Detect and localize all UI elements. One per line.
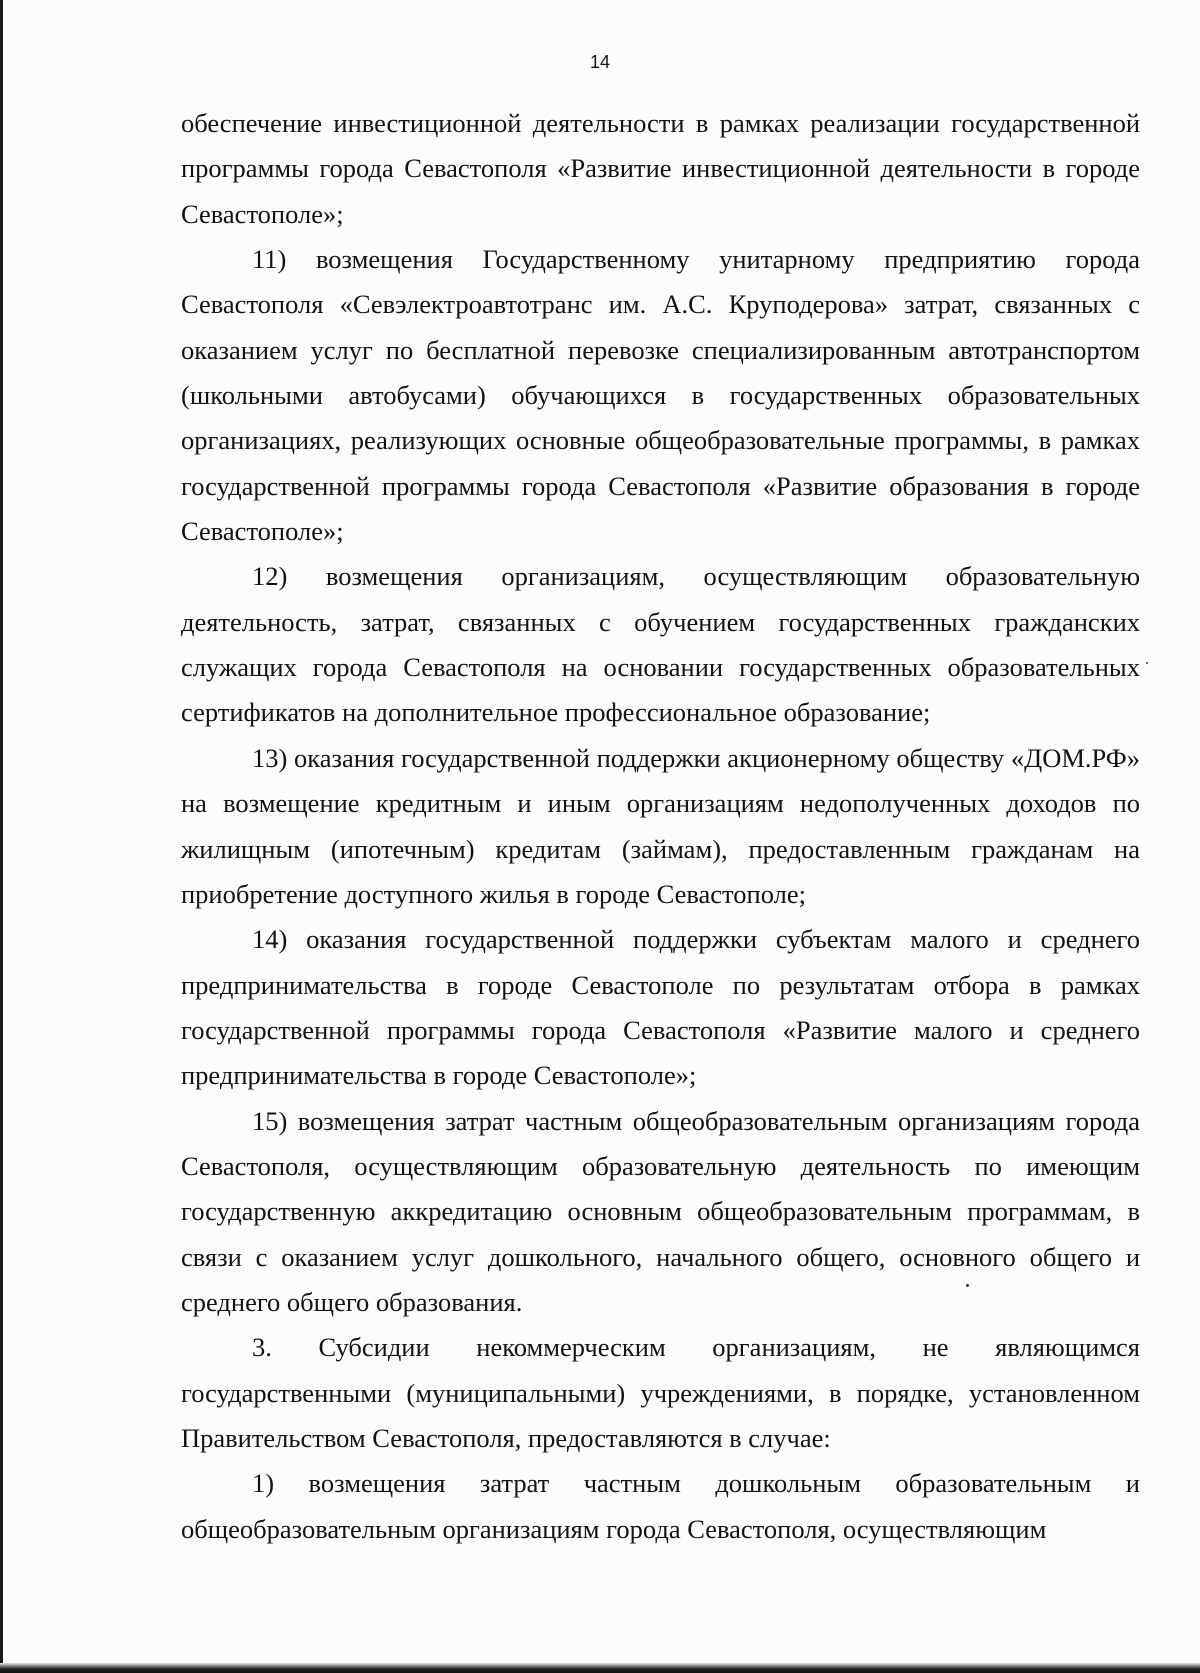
scan-bottom-edge: [0, 1663, 1200, 1673]
paragraph-item-11: 11) возмещения Государственному унитарному предприятию города Севастополя «Севэлектроавтотранс им. А.С. Круподерова» затрат, связанных с оказанием услуг по бесплатной перевозке специализированным автотранспортом (школьными автобусами) обучающихся в государственных образовательных организациях, реализующих основные общеобразовательные программы, в рамках государственной программы города Севастополя «Развитие образования в городе Севастополе»;: [181, 244, 1140, 547]
scan-speck: [966, 1284, 969, 1287]
paragraph-item-12: 12) возмещения организациям, осуществляющим образовательную деятельность, затрат, связанных с обучением государственных гражданских служащих города Севастополя на основании государственных образовательных сертификатов на дополнительное профессиональное образование;: [181, 561, 1140, 728]
paragraph-section-3: 3. Субсидии некоммерческим организациям, не являющимся государственными (муниципальными) учреждениями, в порядке, установленном Правительством Севастополя, предоставляются в случае:: [181, 1332, 1140, 1453]
paragraph-section-3-item-1: 1) возмещения затрат частным дошкольным образовательным и общеобразовательным организациям города Севастополя, осуществляющим: [181, 1468, 1140, 1544]
paragraph-item-14: 14) оказания государственной поддержки субъектам малого и среднего предпринимательства в городе Севастополе по результатам отбора в рамках государственной программы города Севастополя «Развитие малого и среднего предпринимательства в городе Севастополе»;: [181, 924, 1140, 1091]
paragraph-item-13: 13) оказания государственной поддержки акционерному обществу «ДОМ.РФ» на возмещение кредитным и иным организациям недополученных доходов по жилищным (ипотечным) кредитам (займам), предоставленным гражданам на приобретение доступного жилья в городе Севастополе;: [181, 742, 1140, 909]
page-number: 14: [589, 52, 611, 72]
scan-speck: [1146, 662, 1148, 664]
paragraph-continuation: обеспечение инвестиционной деятельности в рамках реализации государственной программы города Севастополя «Развитие инвестиционной деятельности в городе Севастополе»;: [181, 108, 1140, 229]
scan-left-edge: [0, 0, 3, 1673]
paragraph-item-15: 15) возмещения затрат частным общеобразовательным организациям города Севастополя, осуществляющим образовательную деятельность по имеющим государственную аккредитацию основным общеобразовательным программам, в связи с оказанием услуг дошкольного, начального общего, основного общего и среднего общего образования.: [181, 1105, 1140, 1317]
document-body: [181, 101, 1140, 1552]
